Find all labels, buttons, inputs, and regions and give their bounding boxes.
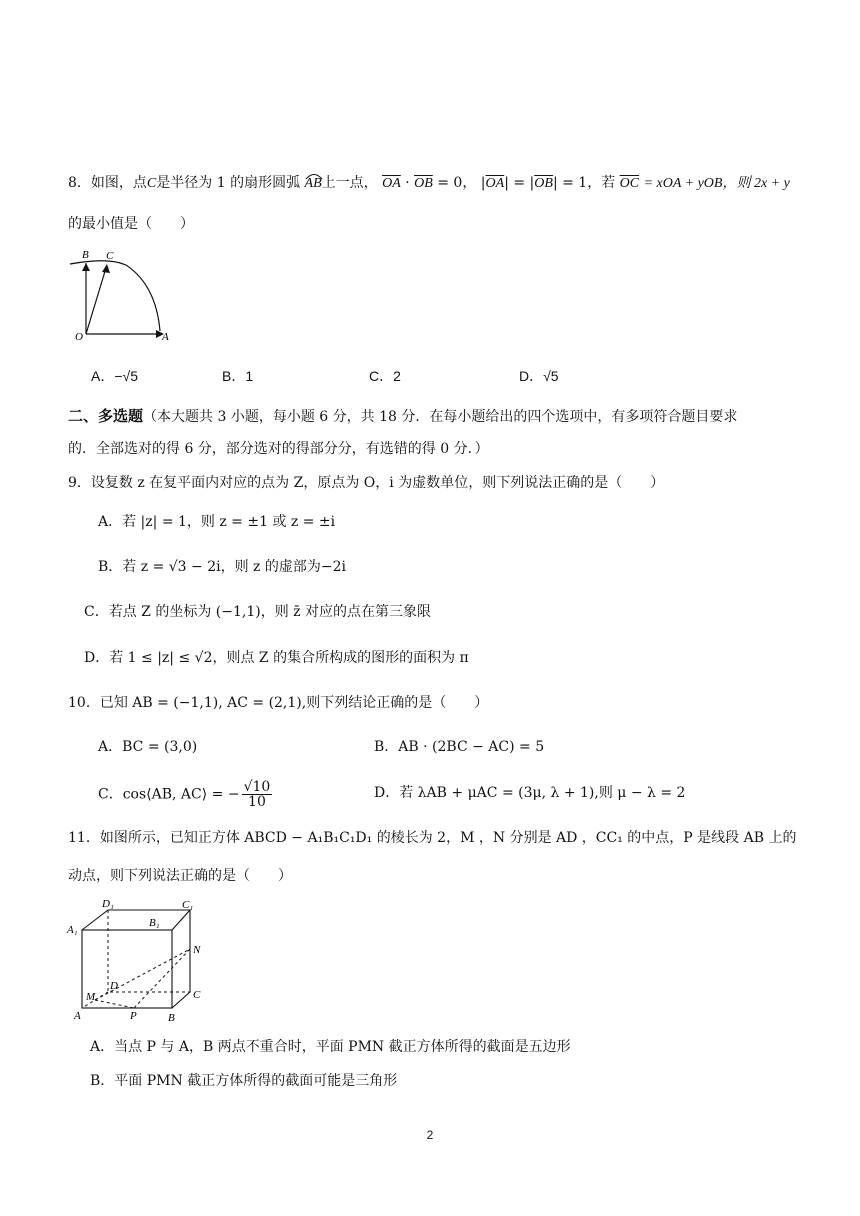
q10-option-b: B．AB · (2BC − AC) = 5 (374, 739, 545, 755)
q11-label-n: N (193, 944, 201, 956)
q11-label-b1: B₁ (149, 917, 160, 929)
q8-text-b: 是半径为 1 的扇形圆弧 (156, 175, 301, 191)
q8-line2: 的最小值是（ ） (68, 216, 194, 232)
section2-heading: 二、多选题 (68, 408, 144, 425)
q8-eq-one: = 1，若 (562, 175, 616, 191)
q9-option-d: D．若 1 ≤ |z| ≤ √2，则点 Z 的集合所构成的图形的面积为 π (84, 650, 469, 666)
q11-stem2: 动点，则下列说法正确的是（ ） (68, 868, 292, 884)
q8-arc (70, 261, 160, 331)
q8-oc-line (86, 268, 106, 334)
q8-label-b: B (82, 249, 89, 261)
q8-text-c: 上一点， (321, 175, 378, 191)
q11-label-c: C (193, 989, 201, 1001)
q11-label-d: D (110, 980, 118, 992)
q11-label-d1: D₁ (102, 898, 114, 910)
q11-stem1: 11．如图所示，已知正方体 ABCD − A₁B₁C₁D₁ 的棱长为 2，M ，N 分别是 AD ，CC₁ 的中点，P 是线段 AB 上的 (68, 830, 797, 846)
section2-desc2: 的．全部选对的得 6 分，部分选对的得部分分，有选错的得 0 分．） (68, 441, 489, 457)
section2-line1 (68, 407, 737, 427)
q10-option-c-frac (242, 780, 273, 809)
q8-vec-oc: $\overline{OC}$ (619, 176, 640, 191)
q11-option-b: B．平面 PMN 截正方体所得的截面可能是三角形 (90, 1073, 398, 1089)
q10-option-d: D．若 λAB + μAC = (3μ, λ + 1),则 μ − λ = 2 (374, 785, 686, 801)
q8-abs-oa: $\overline{OA}$ (485, 176, 505, 191)
q11-hidden-edges (82, 910, 190, 1008)
q10-option-c (98, 780, 274, 809)
q8-line1: 8．如图，点C是半径为 1 的扇形圆弧 AB上一点， $\overline{OA} \cdot \overline{OB} = 0$， $|\overline{OA}| = |\overline{OB}| = 1$，若 $\overline{OC}$ = xOA + yOB，则 2x + y (68, 175, 790, 191)
q8-option-a: A．−√5 (91, 368, 138, 384)
q9-stem: 9．设复数 z 在复平面内对应的点为 Z，原点为 O，i 为虚数单位，则下列说法正确的是（ ） (68, 475, 665, 491)
page-number: 2 (426, 1128, 434, 1142)
q10-option-c-pre: C．cos⟨AB, AC⟩ = − (98, 786, 240, 803)
q8-arc-label: AB (304, 176, 322, 191)
q11-label-p: P (130, 1010, 137, 1022)
q10-stem: 10．已知 AB = (−1,1), AC = (2,1),则下列结论正确的是（ ） (68, 695, 489, 711)
q11-front-face (82, 930, 172, 1008)
q8-figure (68, 245, 178, 345)
q11-cube-figure (64, 897, 204, 1023)
q8-arrow-b (82, 263, 90, 271)
q8-point-c: C (146, 176, 157, 191)
q8-vec-ob: $\overline{OB}$ (414, 176, 433, 191)
q9-option-a: A．若 |z| = 1，则 z = ±1 或 z = ±i (98, 514, 336, 530)
q8-label-o: O (75, 331, 83, 343)
q10-option-c-num: √10 (243, 779, 271, 795)
q11-label-b: B (168, 1012, 175, 1023)
q11-section-lines (95, 949, 190, 1008)
q11-label-c1: C₁ (182, 899, 194, 911)
section2-desc1: （本大题共 3 小题，每小题 6 分，共 18 分．在每小题给出的四个选项中，有多项符合题目要求 (143, 409, 738, 425)
q10-option-c-den: 10 (248, 794, 266, 810)
q9-option-c: C．若点 Z 的坐标为 (−1,1)，则 z̄ 对应的点在第三象限 (84, 604, 431, 620)
q8-option-b: B．1 (222, 368, 254, 384)
q8-eq-expr: = xOA + yOB，则 2x + y (643, 176, 790, 191)
q8-label-a: A (162, 331, 169, 343)
q8-abs-ob: $\overline{OB}$ (534, 176, 553, 191)
q11-label-a1: A₁ (67, 924, 78, 936)
q8-option-d: D．√5 (519, 368, 559, 384)
q11-option-a: A．当点 P 与 A，B 两点不重合时，平面 PMN 截正方体所得的截面是五边形 (90, 1039, 571, 1055)
q8-label-c: C (106, 250, 114, 262)
q8-vec-oa: $\overline{OA}$ (382, 176, 401, 191)
q8-arrow-c (102, 264, 110, 273)
q11-label-a: A (74, 1010, 81, 1022)
q11-label-m: M (86, 991, 96, 1003)
q9-option-b: B．若 z = √3 − 2i，则 z 的虚部为−2i (98, 559, 346, 575)
q10-option-a: A．BC = (3,0) (98, 739, 198, 755)
q8-text-a: 8．如图，点 (68, 175, 147, 191)
q8-dot-zero: = 0， (437, 175, 477, 191)
q8-arc-ab (305, 176, 322, 191)
q8-option-c: C．2 (369, 368, 401, 384)
q11-top-face (82, 910, 190, 930)
